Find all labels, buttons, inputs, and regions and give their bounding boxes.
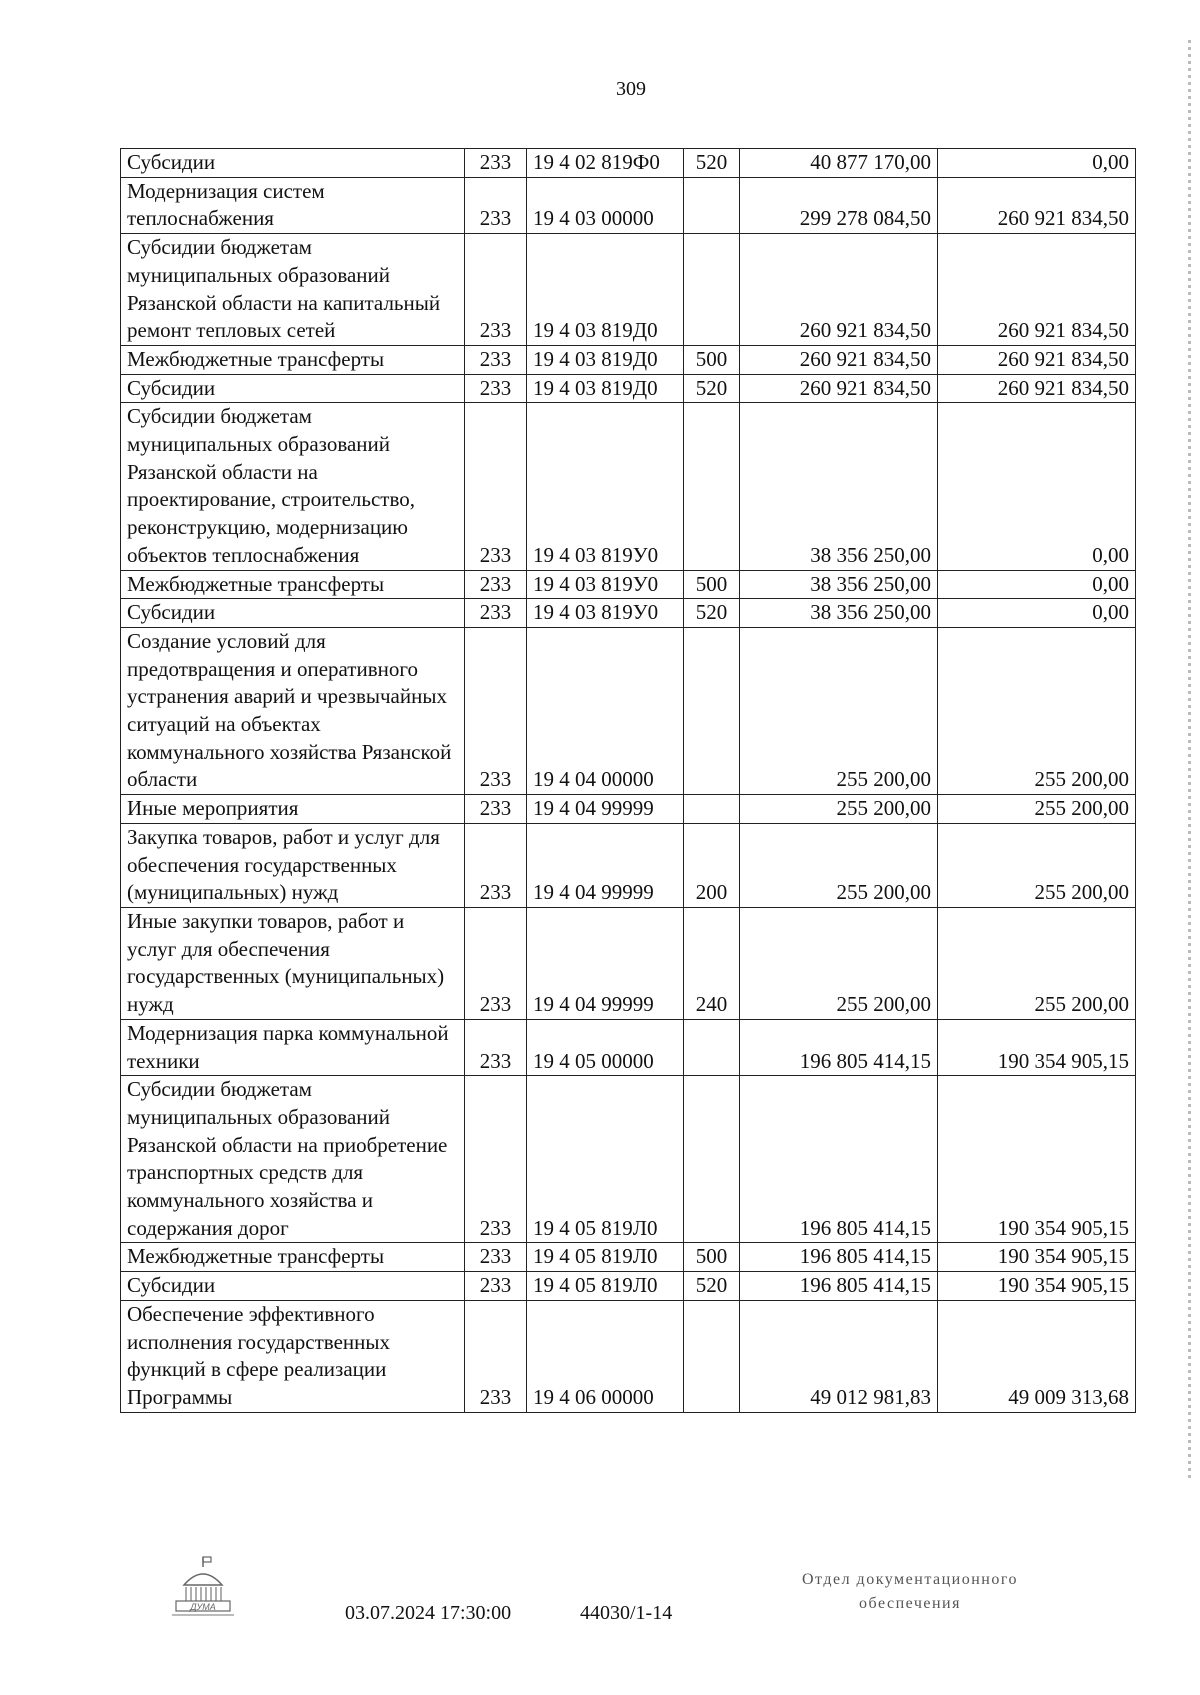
row-name-cell: Межбюджетные трансферты — [121, 570, 465, 599]
table-row — [121, 403, 1136, 570]
row-csr-cell: 19 4 04 99999 — [527, 907, 684, 1019]
row-amount1-cell: 196 805 414,15 — [740, 1272, 938, 1301]
row-vr-cell — [684, 627, 740, 794]
row-amount2-cell: 0,00 — [938, 599, 1136, 628]
row-csr-cell: 19 4 03 819У0 — [527, 403, 684, 570]
department-stamp — [760, 1568, 1060, 1616]
row-amount2-cell: 0,00 — [938, 403, 1136, 570]
row-code-cell: 233 — [465, 149, 527, 178]
row-vr-cell — [684, 795, 740, 824]
stamp-line-2: обеспечения — [859, 1595, 961, 1612]
footer-datetime: 03.07.2024 17:30:00 — [345, 1602, 512, 1624]
row-name-cell: Субсидии бюджетам муниципальных образований Рязанской области на капитальный ремонт тепловых сетей — [121, 234, 465, 346]
row-code-cell: 233 — [465, 907, 527, 1019]
row-code-cell: 233 — [465, 1019, 527, 1075]
row-vr-cell — [684, 1076, 740, 1243]
budget-table-body — [121, 149, 1136, 1413]
row-amount1-cell: 196 805 414,15 — [740, 1076, 938, 1243]
row-amount2-cell: 255 200,00 — [938, 627, 1136, 794]
row-vr-cell: 500 — [684, 570, 740, 599]
row-code-cell: 233 — [465, 177, 527, 233]
table-row — [121, 1243, 1136, 1272]
table-row — [121, 149, 1136, 178]
row-vr-cell — [684, 234, 740, 346]
duma-logo — [170, 1555, 236, 1619]
row-name-cell: Субсидии бюджетам муниципальных образований Рязанской области на приобретение транспортных средств для коммунального хозяйства и содержания дорог — [121, 1076, 465, 1243]
table-row — [121, 374, 1136, 403]
svg-text:ДУМА: ДУМА — [190, 1602, 216, 1612]
table-row — [121, 627, 1136, 794]
row-amount1-cell: 38 356 250,00 — [740, 599, 938, 628]
table-row — [121, 823, 1136, 907]
row-amount1-cell: 255 200,00 — [740, 627, 938, 794]
row-name-cell: Иные закупки товаров, работ и услуг для обеспечения государственных (муниципальных) нужд — [121, 907, 465, 1019]
row-amount1-cell: 40 877 170,00 — [740, 149, 938, 178]
row-name-cell: Модернизация парка коммунальной техники — [121, 1019, 465, 1075]
row-amount2-cell: 255 200,00 — [938, 907, 1136, 1019]
table-row — [121, 1019, 1136, 1075]
row-name-cell: Субсидии — [121, 599, 465, 628]
row-amount1-cell: 255 200,00 — [740, 795, 938, 824]
table-row — [121, 795, 1136, 824]
stamp-line-1: Отдел документационного — [801, 1571, 1019, 1588]
row-csr-cell: 19 4 03 819Д0 — [527, 234, 684, 346]
row-amount1-cell: 255 200,00 — [740, 907, 938, 1019]
row-amount2-cell: 0,00 — [938, 570, 1136, 599]
row-vr-cell: 500 — [684, 345, 740, 374]
row-name-cell: Иные мероприятия — [121, 795, 465, 824]
row-code-cell: 233 — [465, 570, 527, 599]
row-code-cell: 233 — [465, 1272, 527, 1301]
row-amount2-cell: 260 921 834,50 — [938, 374, 1136, 403]
row-csr-cell: 19 4 05 819Л0 — [527, 1243, 684, 1272]
row-name-cell: Модернизация систем теплоснабжения — [121, 177, 465, 233]
row-csr-cell: 19 4 03 819У0 — [527, 570, 684, 599]
row-vr-cell: 520 — [684, 599, 740, 628]
footer-doc-number: 44030/1-14 — [580, 1602, 673, 1624]
row-name-cell: Субсидии бюджетам муниципальных образований Рязанской области на проектирование, строительство, реконструкцию, модернизацию объектов теплоснабжения — [121, 403, 465, 570]
row-vr-cell: 240 — [684, 907, 740, 1019]
row-code-cell: 233 — [465, 599, 527, 628]
row-amount1-cell: 255 200,00 — [740, 823, 938, 907]
row-amount1-cell: 49 012 981,83 — [740, 1300, 938, 1412]
page-number: 309 — [616, 78, 646, 100]
row-code-cell: 233 — [465, 403, 527, 570]
table-row — [121, 570, 1136, 599]
row-csr-cell: 19 4 05 819Л0 — [527, 1076, 684, 1243]
row-vr-cell: 520 — [684, 149, 740, 178]
scan-edge-artifact — [1188, 40, 1191, 1480]
row-amount2-cell: 190 354 905,15 — [938, 1076, 1136, 1243]
row-code-cell: 233 — [465, 795, 527, 824]
row-code-cell: 233 — [465, 1300, 527, 1412]
table-row — [121, 1300, 1136, 1412]
row-csr-cell: 19 4 05 00000 — [527, 1019, 684, 1075]
row-name-cell: Закупка товаров, работ и услуг для обеспечения государственных (муниципальных) нужд — [121, 823, 465, 907]
row-amount1-cell: 38 356 250,00 — [740, 570, 938, 599]
row-amount1-cell: 260 921 834,50 — [740, 234, 938, 346]
row-vr-cell — [684, 403, 740, 570]
row-csr-cell: 19 4 03 819У0 — [527, 599, 684, 628]
row-amount2-cell: 260 921 834,50 — [938, 177, 1136, 233]
row-csr-cell: 19 4 04 00000 — [527, 627, 684, 794]
row-vr-cell: 500 — [684, 1243, 740, 1272]
row-vr-cell: 520 — [684, 374, 740, 403]
table-row — [121, 1272, 1136, 1301]
row-name-cell: Субсидии — [121, 1272, 465, 1301]
row-vr-cell — [684, 177, 740, 233]
row-amount2-cell: 260 921 834,50 — [938, 234, 1136, 346]
row-csr-cell: 19 4 02 819Ф0 — [527, 149, 684, 178]
row-code-cell: 233 — [465, 1243, 527, 1272]
row-amount2-cell: 260 921 834,50 — [938, 345, 1136, 374]
row-amount1-cell: 38 356 250,00 — [740, 403, 938, 570]
table-row — [121, 345, 1136, 374]
row-code-cell: 233 — [465, 1076, 527, 1243]
row-amount2-cell: 190 354 905,15 — [938, 1272, 1136, 1301]
row-csr-cell: 19 4 03 00000 — [527, 177, 684, 233]
row-code-cell: 233 — [465, 234, 527, 346]
row-csr-cell: 19 4 04 99999 — [527, 795, 684, 824]
row-csr-cell: 19 4 03 819Д0 — [527, 374, 684, 403]
table-row — [121, 1076, 1136, 1243]
row-amount2-cell: 255 200,00 — [938, 795, 1136, 824]
row-name-cell: Создание условий для предотвращения и оперативного устранения аварий и чрезвычайных ситуаций на объектах коммунального хозяйства Рязанской области — [121, 627, 465, 794]
row-code-cell: 233 — [465, 627, 527, 794]
row-vr-cell: 200 — [684, 823, 740, 907]
row-name-cell: Обеспечение эффективного исполнения государственных функций в сфере реализации Программы — [121, 1300, 465, 1412]
table-row — [121, 177, 1136, 233]
table-row — [121, 907, 1136, 1019]
row-code-cell: 233 — [465, 823, 527, 907]
row-amount2-cell: 255 200,00 — [938, 823, 1136, 907]
row-name-cell: Межбюджетные трансферты — [121, 345, 465, 374]
row-vr-cell: 520 — [684, 1272, 740, 1301]
row-csr-cell: 19 4 04 99999 — [527, 823, 684, 907]
row-csr-cell: 19 4 05 819Л0 — [527, 1272, 684, 1301]
row-name-cell: Межбюджетные трансферты — [121, 1243, 465, 1272]
row-amount2-cell: 190 354 905,15 — [938, 1243, 1136, 1272]
row-amount1-cell: 196 805 414,15 — [740, 1019, 938, 1075]
row-vr-cell — [684, 1300, 740, 1412]
row-name-cell: Субсидии — [121, 374, 465, 403]
row-amount1-cell: 260 921 834,50 — [740, 374, 938, 403]
row-csr-cell: 19 4 06 00000 — [527, 1300, 684, 1412]
row-amount1-cell: 299 278 084,50 — [740, 177, 938, 233]
row-amount2-cell: 49 009 313,68 — [938, 1300, 1136, 1412]
row-amount2-cell: 190 354 905,15 — [938, 1019, 1136, 1075]
row-code-cell: 233 — [465, 345, 527, 374]
row-vr-cell — [684, 1019, 740, 1075]
row-amount2-cell: 0,00 — [938, 149, 1136, 178]
row-name-cell: Субсидии — [121, 149, 465, 178]
row-amount1-cell: 196 805 414,15 — [740, 1243, 938, 1272]
budget-table — [120, 148, 1136, 1413]
table-row — [121, 234, 1136, 346]
row-amount1-cell: 260 921 834,50 — [740, 345, 938, 374]
row-csr-cell: 19 4 03 819Д0 — [527, 345, 684, 374]
table-row — [121, 599, 1136, 628]
row-code-cell: 233 — [465, 374, 527, 403]
